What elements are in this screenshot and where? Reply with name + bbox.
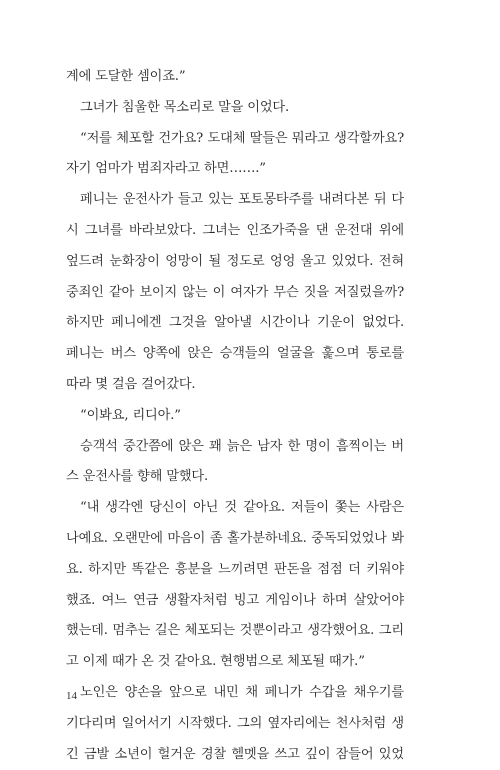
text-line: 스 운전사를 향해 말했다. <box>66 469 209 485</box>
text-line: 계에 도달한 셈이죠.” <box>66 69 186 84</box>
text-line: 따라 몇 걸음 걸어갔다. <box>66 376 196 392</box>
text-line: 기다리며 일어서기 시작했다. 그의 옆자리에는 천사처럼 생 <box>66 715 404 731</box>
text-line: 승객석 중간쯤에 앉은 꽤 늙은 남자 한 명이 흠찍이는 버 <box>80 438 404 454</box>
page-number: 14 <box>66 690 77 702</box>
body-text <box>66 62 404 770</box>
text-line: “이봐요, 리디아.” <box>80 407 181 423</box>
text-line: 시 그녀를 바라보았다. 그녀는 인조가죽을 댄 운전대 위에 <box>66 222 404 238</box>
text-line: 긴 금발 소년이 헐거운 경찰 헬멧을 쓰고 깊이 잠들어 있었 <box>66 746 404 762</box>
text-line: 했는데. 멈추는 길은 체포되는 것뿐이라고 생각했어요. 그리 <box>66 623 404 639</box>
text-line: 했죠. 여느 연금 생활자처럼 빙고 게임이나 하며 살았어야 <box>66 592 404 608</box>
text-line: 고 이제 때가 온 것 같아요. 현행범으로 체포될 때가.” <box>66 654 365 670</box>
text-line: 페니는 버스 양쪽에 앉은 승객들의 얼굴을 훑으며 통로를 <box>66 346 404 362</box>
text-line: 하지만 페니에겐 그것을 알아낼 시간이나 기운이 없었다. <box>66 315 404 331</box>
text-line: 노인은 양손을 앞으로 내민 채 페니가 수갑을 채우기를 <box>80 684 404 700</box>
text-line: 페니는 운전사가 들고 있는 포토몽타주를 내려다본 뒤 다 <box>80 192 404 208</box>
text-line: “내 생각엔 당신이 아닌 것 같아요. 저들이 쫓는 사람은 <box>80 500 404 516</box>
text-line: “저를 체포할 건가요? 도대체 딸들은 뭐라고 생각할까요? <box>80 130 404 146</box>
text-line: 자기 엄마가 범죄자라고 하면…….” <box>66 161 266 177</box>
text-line: 엎드려 눈화장이 엉망이 될 정도로 엉엉 울고 있었다. 전혀 <box>66 253 404 269</box>
text-line: 중죄인 같아 보이지 않는 이 여자가 무슨 짓을 저질렀을까? <box>66 284 404 300</box>
text-line: 요. 하지만 똑같은 흥분을 느끼려면 판돈을 점점 더 키워야 <box>66 561 404 577</box>
text-line: 나예요. 오랜만에 마음이 좀 홀가분하네요. 중독되었었나 봐 <box>66 530 404 546</box>
text-line: 그녀가 침울한 목소리로 말을 이었다. <box>80 99 290 115</box>
